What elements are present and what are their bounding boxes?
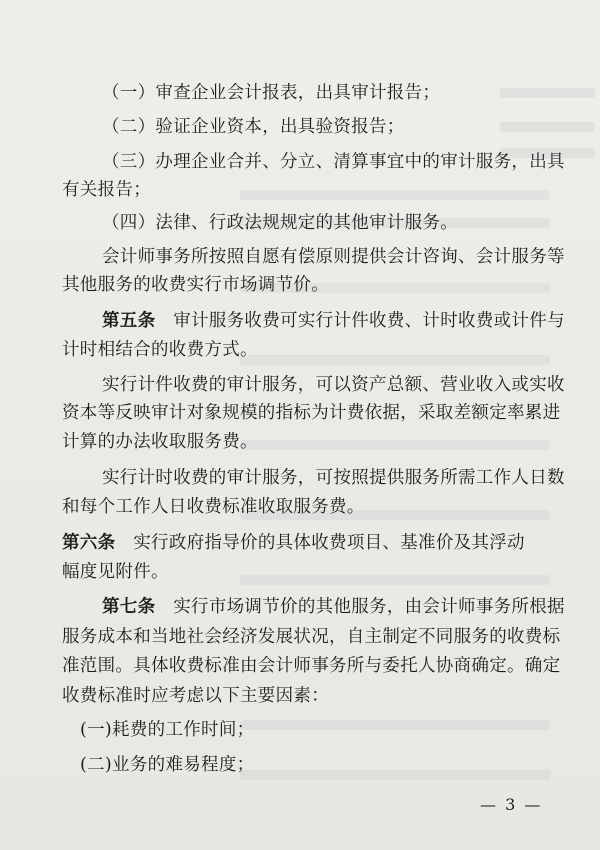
article-line: 第六条 实行政府指导价的具体收费项目、基准价及其浮动 [62, 533, 525, 553]
article-line: 第五条 审计服务收费可实行计件收费、计时收费或计件与 [102, 311, 565, 331]
article-label: 第六条 [62, 533, 116, 553]
body-line: （四）法律、行政法规规定的其他审计服务。 [102, 213, 458, 233]
body-line: 收费标准时应考虑以下主要因素： [62, 686, 329, 706]
body-line: 幅度见附件。 [62, 562, 169, 582]
bleed-through-mark [240, 190, 550, 200]
bleed-through-mark [240, 575, 550, 585]
body-line: 和每个工作人日收费标准收取服务费。 [62, 497, 365, 517]
article-label: 第七条 [102, 597, 156, 617]
list-item: (二)业务的难易程度； [80, 755, 255, 775]
body-line: 实行计件收费的审计服务，可以资产总额、营业收入或实收 [102, 375, 565, 395]
article-line: 第七条 实行市场调节价的其他服务，由会计师事务所根据 [102, 597, 565, 617]
body-line: 资本等反映审计对象规模的指标为计费依据，采取差额定率累进 [62, 403, 561, 423]
bleed-through-mark [240, 720, 550, 730]
body-line: （三）办理企业合并、分立、清算事宜中的审计服务，出具 [102, 152, 565, 172]
body-line: 服务成本和当地社会经济发展状况，自主制定不同服务的收费标 [62, 627, 561, 647]
article-label: 第五条 [102, 311, 156, 331]
body-line: 会计师事务所按照自愿有偿原则提供会计咨询、会计服务等 [102, 247, 565, 267]
list-item: (一)耗费的工作时间； [80, 720, 255, 740]
body-line: 有关报告； [62, 180, 151, 200]
bleed-through-mark [240, 770, 550, 780]
body-line: （一）审查企业会计报表，出具审计报告； [102, 83, 441, 103]
body-line: 实行计时收费的审计服务，可按照提供服务所需工作人日数 [102, 468, 565, 488]
bleed-through-mark [500, 122, 595, 132]
body-line: 准范围。具体收费标准由会计师事务所与委托人协商确定。确定 [62, 656, 561, 676]
body-line: （二）验证企业资本，出具验资报告； [102, 117, 405, 137]
body-line: 计算的办法收取服务费。 [62, 432, 258, 452]
bleed-through-mark [500, 88, 595, 98]
bleed-through-mark [240, 355, 550, 365]
body-line: 其他服务的收费实行市场调节价。 [62, 275, 329, 295]
body-line: 计时相结合的收费方式。 [62, 340, 258, 360]
page-number: — 3 — [480, 795, 543, 814]
bleed-through-mark [240, 440, 550, 450]
